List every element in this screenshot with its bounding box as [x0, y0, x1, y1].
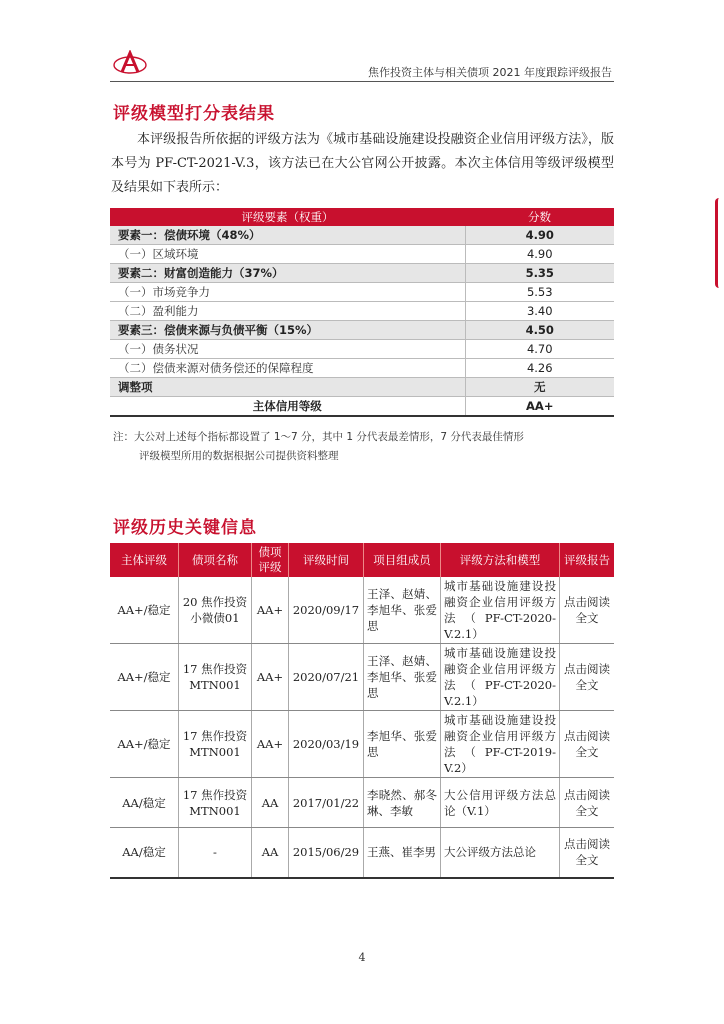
score-row — [110, 245, 614, 264]
header-divider — [110, 81, 614, 82]
score-value: AA+ — [465, 397, 614, 417]
history-report-link[interactable]: 点击阅读全文 — [560, 778, 615, 828]
score-row — [110, 302, 614, 321]
history-cell-bond-rating: AA — [252, 828, 289, 878]
score-note-scale: 注：大公对上述每个指标都设置了 1～7 分，其中 1 分代表最差情形，7 分代表最佳情形 — [113, 431, 524, 443]
rating-history-table — [110, 543, 614, 879]
score-notes — [113, 428, 524, 466]
history-cell-method: 大公评级方法总论 — [441, 828, 560, 878]
history-cell-rating: AA+/稳定 — [110, 644, 179, 711]
history-header-report: 评级报告 — [560, 543, 615, 577]
score-row — [110, 340, 614, 359]
history-row — [110, 577, 614, 644]
history-header-members: 项目组成员 — [364, 543, 441, 577]
history-cell-rating: AA+/稳定 — [110, 577, 179, 644]
score-row — [110, 397, 614, 417]
score-factor-label: （一）债务状况 — [110, 340, 465, 359]
score-value: 4.90 — [465, 226, 614, 245]
score-row — [110, 226, 614, 245]
history-row — [110, 828, 614, 878]
score-value: 无 — [465, 378, 614, 397]
history-cell-bond-rating: AA — [252, 778, 289, 828]
score-table-header — [110, 208, 614, 226]
history-cell-date: 2020/07/21 — [289, 644, 364, 711]
history-report-link[interactable]: 点击阅读全文 — [560, 828, 615, 878]
history-cell-method: 城市基础设施建设投融资企业信用评级方法（PF-CT-2020-V.2.1） — [441, 644, 560, 711]
score-factor-label: 要素一：偿债环境（48%） — [110, 226, 465, 245]
history-cell-members: 王泽、赵婧、李旭华、张爱思 — [364, 644, 441, 711]
history-cell-method: 大公信用评级方法总论（V.1） — [441, 778, 560, 828]
score-row — [110, 359, 614, 378]
score-row — [110, 264, 614, 283]
score-factor-label: 调整项 — [110, 378, 465, 397]
history-cell-rating: AA/稳定 — [110, 828, 179, 878]
score-row — [110, 283, 614, 302]
history-report-link[interactable]: 点击阅读全文 — [560, 577, 615, 644]
section-heading-rating-history: 评级历史关键信息 — [113, 518, 257, 538]
score-value: 3.40 — [465, 302, 614, 321]
history-header-rating: 主体评级 — [110, 543, 179, 577]
history-cell-date: 2020/09/17 — [289, 577, 364, 644]
history-cell-date: 2017/01/22 — [289, 778, 364, 828]
history-cell-method: 城市基础设施建设投融资企业信用评级方法（PF-CT-2020-V.2.1） — [441, 577, 560, 644]
history-header-bond: 债项名称 — [179, 543, 252, 577]
history-row — [110, 778, 614, 828]
report-header-title: 焦作投资主体与相关债项 2021 年度跟踪评级报告 — [368, 66, 612, 79]
history-cell-members: 王泽、赵婧、李旭华、张爱思 — [364, 577, 441, 644]
history-cell-date: 2020/03/19 — [289, 711, 364, 778]
score-model-table — [110, 208, 614, 417]
side-edge-mark — [715, 198, 724, 288]
history-report-link[interactable]: 点击阅读全文 — [560, 711, 615, 778]
history-header-bond-rating: 债项评级 — [252, 543, 289, 577]
score-factor-label: 要素三：偿债来源与负债平衡（15%） — [110, 321, 465, 340]
history-header-method: 评级方法和模型 — [441, 543, 560, 577]
score-factor-label: 要素二：财富创造能力（37%） — [110, 264, 465, 283]
history-cell-date: 2015/06/29 — [289, 828, 364, 878]
history-table-header — [110, 543, 614, 577]
history-cell-rating: AA+/稳定 — [110, 711, 179, 778]
score-factor-label: （二）盈利能力 — [110, 302, 465, 321]
score-factor-label: （二）偿债来源对债务偿还的保障程度 — [110, 359, 465, 378]
score-value: 4.26 — [465, 359, 614, 378]
history-report-link[interactable]: 点击阅读全文 — [560, 644, 615, 711]
history-cell-method: 城市基础设施建设投融资企业信用评级方法（PF-CT-2019-V.2） — [441, 711, 560, 778]
score-header-factor: 评级要素（权重） — [110, 208, 465, 226]
history-cell-bond: - — [179, 828, 252, 878]
score-row — [110, 378, 614, 397]
score-row — [110, 321, 614, 340]
history-cell-bond: 17 焦作投资 MTN001 — [179, 778, 252, 828]
history-cell-bond: 17 焦作投资 MTN001 — [179, 644, 252, 711]
score-value: 4.70 — [465, 340, 614, 359]
history-cell-rating: AA/稳定 — [110, 778, 179, 828]
history-cell-members: 王燕、崔李男 — [364, 828, 441, 878]
history-cell-bond-rating: AA+ — [252, 644, 289, 711]
score-value: 5.35 — [465, 264, 614, 283]
history-cell-bond: 17 焦作投资 MTN001 — [179, 711, 252, 778]
score-header-score: 分数 — [465, 208, 614, 226]
score-value: 4.50 — [465, 321, 614, 340]
company-logo-icon — [113, 50, 147, 76]
history-header-date: 评级时间 — [289, 543, 364, 577]
score-value: 5.53 — [465, 283, 614, 302]
intro-text: 本评级报告所依据的评级方法为《城市基础设施建设投融资企业信用评级方法》，版本号为 PF-CT-2021-V.3，该方法已在大公官网公开披露。本次主体信用等级评级模型及结果如下表所示： — [111, 132, 614, 195]
section-heading-score-model: 评级模型打分表结果 — [113, 104, 275, 124]
score-factor-label: （一）市场竞争力 — [110, 283, 465, 302]
score-value: 4.90 — [465, 245, 614, 264]
history-cell-members: 李旭华、张爱思 — [364, 711, 441, 778]
intro-paragraph — [111, 128, 614, 200]
history-cell-bond: 20 焦作投资小微债01 — [179, 577, 252, 644]
history-cell-bond-rating: AA+ — [252, 577, 289, 644]
history-row — [110, 711, 614, 778]
history-row — [110, 644, 614, 711]
score-note-source: 评级模型所用的数据根据公司提供资料整理 — [139, 450, 339, 462]
score-factor-label: 主体信用等级 — [110, 397, 465, 417]
page-number: 4 — [358, 951, 366, 964]
history-cell-bond-rating: AA+ — [252, 711, 289, 778]
score-factor-label: （一）区域环境 — [110, 245, 465, 264]
history-cell-members: 李晓然、郝冬琳、李敏 — [364, 778, 441, 828]
